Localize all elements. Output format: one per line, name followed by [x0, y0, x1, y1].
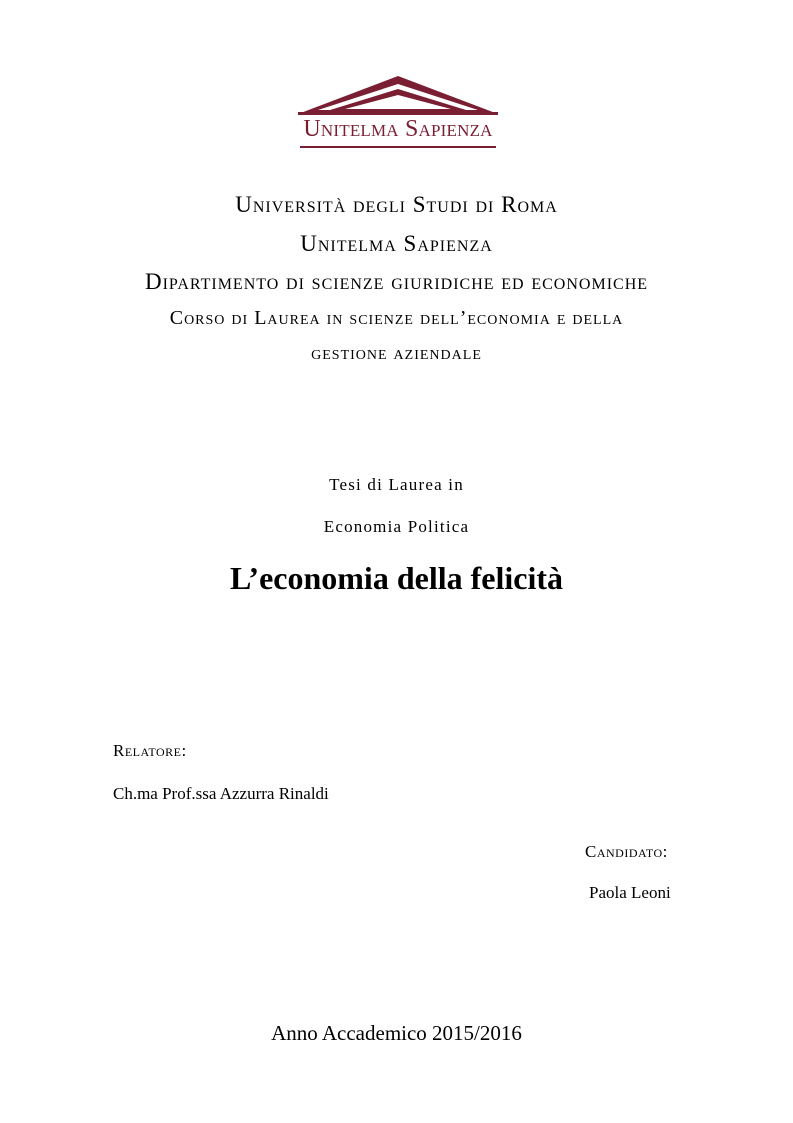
thesis-subject: Economia Politica — [323, 517, 470, 536]
academic-year: Anno Accademico 2015/2016 — [271, 1021, 522, 1045]
candidato-label: Candidato: — [585, 842, 668, 861]
course-name-line1: Corso di Laurea in scienze dell’economia e della — [169, 307, 624, 329]
relatore-name: Ch.ma Prof.ssa Azzurra Rinaldi — [113, 784, 329, 803]
thesis-title: L’economia della felicità — [230, 560, 563, 596]
logo-underline — [300, 146, 496, 148]
thesis-type: Tesi di Laurea in — [329, 475, 464, 494]
course-name-line2: gestione aziendale — [311, 342, 482, 364]
university-subname: Unitelma Sapienza — [300, 231, 493, 256]
logo-wordmark: Unitelma Sapienza — [303, 116, 493, 142]
relatore-label: Relatore: — [113, 741, 187, 760]
department-name: Dipartimento di scienze giuridiche ed economiche — [144, 269, 649, 294]
pediment-icon — [296, 74, 500, 116]
university-name: Università degli Studi di Roma — [235, 192, 558, 217]
candidato-name: Paola Leoni — [589, 883, 671, 902]
university-logo — [296, 74, 500, 150]
